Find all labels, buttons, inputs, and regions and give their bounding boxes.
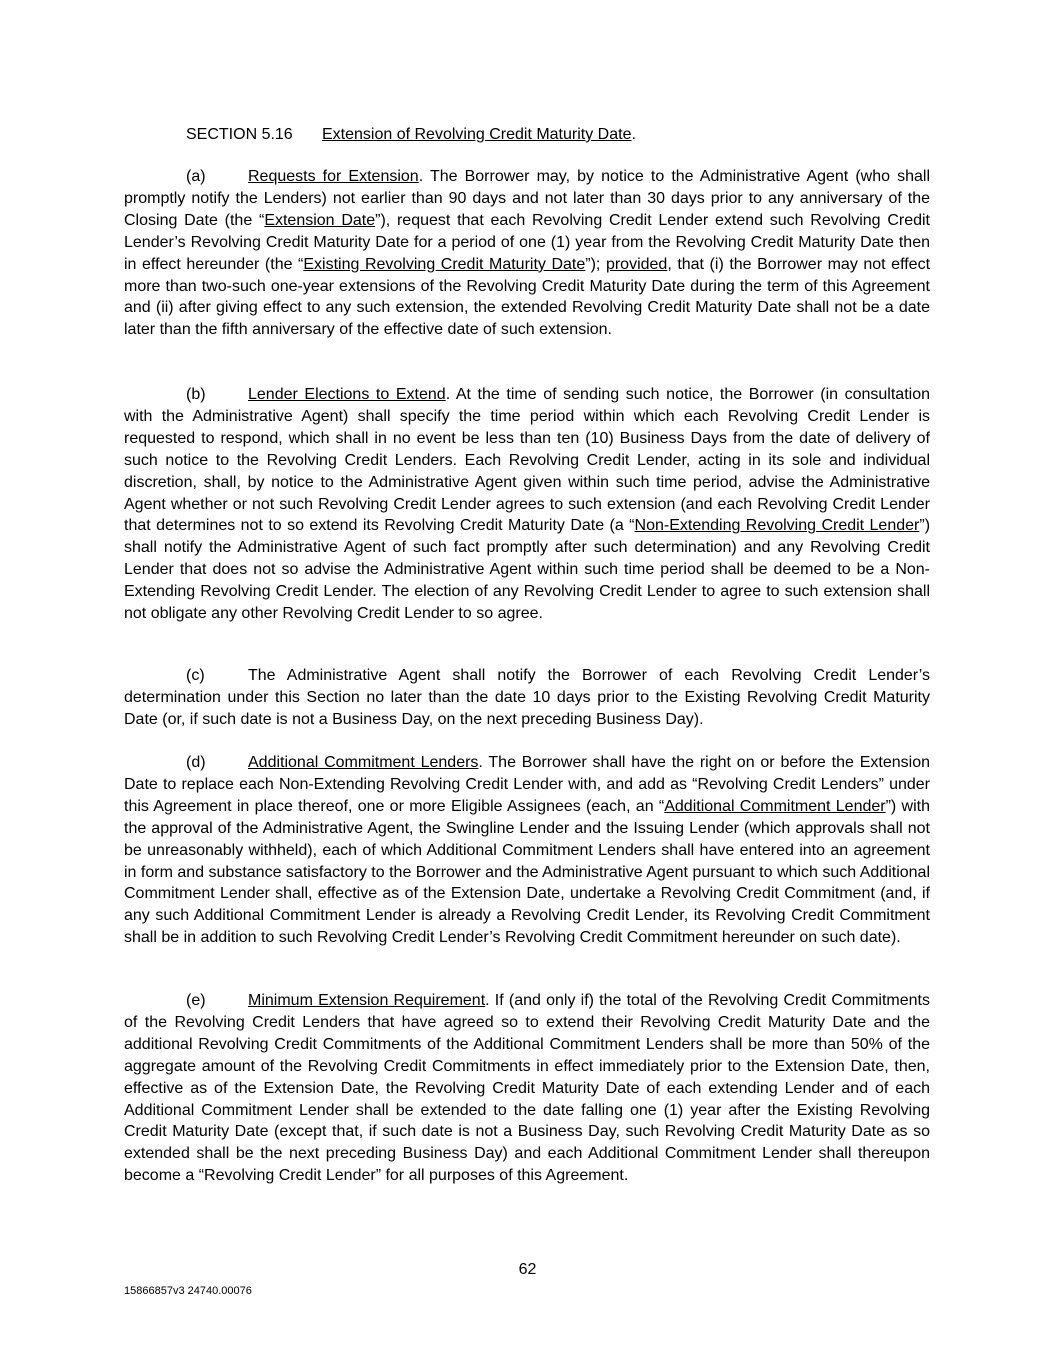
paragraph-text: . If (and only if) the total of the Revolving Credit Commitments of the Revolving Credit Lenders that have agreed so to extend their Revolving Credit Maturity Date and the additional Revolving Credit Commitments of the Additional Commitment Lenders shall be more than 50% of the aggregate amount of the Revolving Credit Commitments in effect immediately prior to the Extension Date, then, effective as of the Extension Date, the Revolving Credit Maturity Date of each extending Lender and of each Additional Commitment Lender shall be extended to the date falling one (1) year after the Existing Revolving Credit Maturity Date (except that, if such date is not a Business Day, such Revolving Credit Maturity Date as so extended shall be the next preceding Business Day) and each Additional Commitment Lender shall thereupon become a “Revolving Credit Lender” for all purposes of this Agreement. [124,992,931,1185]
paragraph-b [124,384,930,625]
paragraph-text: ”) with the approval of the Administrative Agent, the Swingline Lender and the Issuing Lender (which approvals shall not be unreasonably withheld), each of which Additional Commitment Lenders shall have entered into an agreement in form and substance satisfactory to the Borrower and the Administrative Agent pursuant to which such Additional Commitment Lender shall, effective as of the Extension Date, undertake a Revolving Credit Commitment (and, if any such Additional Commitment Lender is already a Revolving Credit Lender, its Revolving Credit Commitment shall be in addition to such Revolving Credit Lender’s Revolving Credit Commitment hereunder on such date). [124,797,930,947]
paragraph-text: , that (i) the Borrower may not effect more than two-such one-year extensions of the Revolving Credit Maturity Date during the term of this Agreement and (ii) after giving effect to any such extension, the extended Revolving Credit Maturity Date shall not be a date later than the fifth anniversary of the effective date of such extension. [124,255,931,339]
paragraph-label: (a) [186,168,206,185]
defined-term: Non-Extending Revolving Credit Lender [634,517,920,535]
paragraph-text: ”), request that each Revolving Credit Lender extend such Revolving Credit Lender’s Revolving Credit Maturity Date for a period of one (1) year from the Revolving Credit Maturity Date then in effect hereunder (the “ [124,211,930,273]
paragraph-heading: Lender Elections to Extend [248,386,446,403]
defined-term: Existing Revolving Credit Maturity Date [303,255,586,273]
paragraph-label: (b) [186,386,206,403]
paragraph-heading: Minimum Extension Requirement [248,992,486,1009]
paragraph-text: ”); [585,255,606,273]
paragraph-label: (e) [186,992,206,1009]
section-title: Extension of Revolving Credit Maturity Date [322,126,632,143]
paragraph-label: (d) [186,754,206,771]
defined-term: Additional Commitment Lender [664,797,886,815]
document-id: 15866857v3 24740.00076 [124,1285,252,1297]
defined-term: Extension Date [264,211,376,229]
paragraph-text: . At the time of sending such notice, the Borrower (in consultation with the Administrative Agent) shall specify the time period within which each Revolving Credit Lender is requested to respond, which shall in no event be less than ten (10) Business Days from the date of delivery of such notice to the Revolving Credit Lenders. Each Revolving Credit Lender, acting in its sole and individual discretion, shall, by notice to the Administrative Agent given within such time period, advise the Administrative Agent whether or not such Revolving Credit Lender agrees to such extension (and each Revolving Credit Lender that determines not to so extend its Revolving Credit Maturity Date (a “ [124,386,931,535]
defined-term: provided [605,255,668,273]
paragraph-text: ”) shall notify the Administrative Agent of such fact promptly after such determination) and any Revolving Credit Lender that does not so advise the Administrative Agent within such time period shall be deemed to be a Non-Extending Revolving Credit Lender. The election of any Revolving Credit Lender to agree to such extension shall not obligate any other Revolving Credit Lender to so agree. [124,517,931,623]
paragraph-text: . The Borrower may, by notice to the Administrative Agent (who shall promptly notify the Lenders) not earlier than 90 days and not later than 30 days prior to any anniversary of the Closing Date (the “ [124,168,931,229]
paragraph-heading: Additional Commitment Lenders [248,754,479,771]
section-title-period: . [631,126,636,143]
paragraph-d [124,752,930,949]
paragraph-label: (c) [186,667,205,684]
paragraph-text: . The Borrower shall have the right on or before the Extension Date to replace each Non-Extending Revolving Credit Lender with, and add as “Revolving Credit Lenders” under this Agreement in place thereof, one or more Eligible Assignees (each, an “ [124,754,930,815]
paragraph-text: The Administrative Agent shall notify the Borrower of each Revolving Credit Lender’s determination under this Section no later than the date 10 days prior to the Existing Revolving Credit Maturity Date (or, if such date is not a Business Day, on the next preceding Business Day). [124,667,930,728]
paragraph-heading: Requests for Extension [248,168,419,185]
paragraph-a [124,166,930,341]
paragraph-c [124,665,930,731]
page-number: 62 [518,1261,537,1278]
section-heading [124,124,930,146]
section-number: SECTION 5.16 [186,126,293,143]
paragraph-e [124,990,930,1187]
